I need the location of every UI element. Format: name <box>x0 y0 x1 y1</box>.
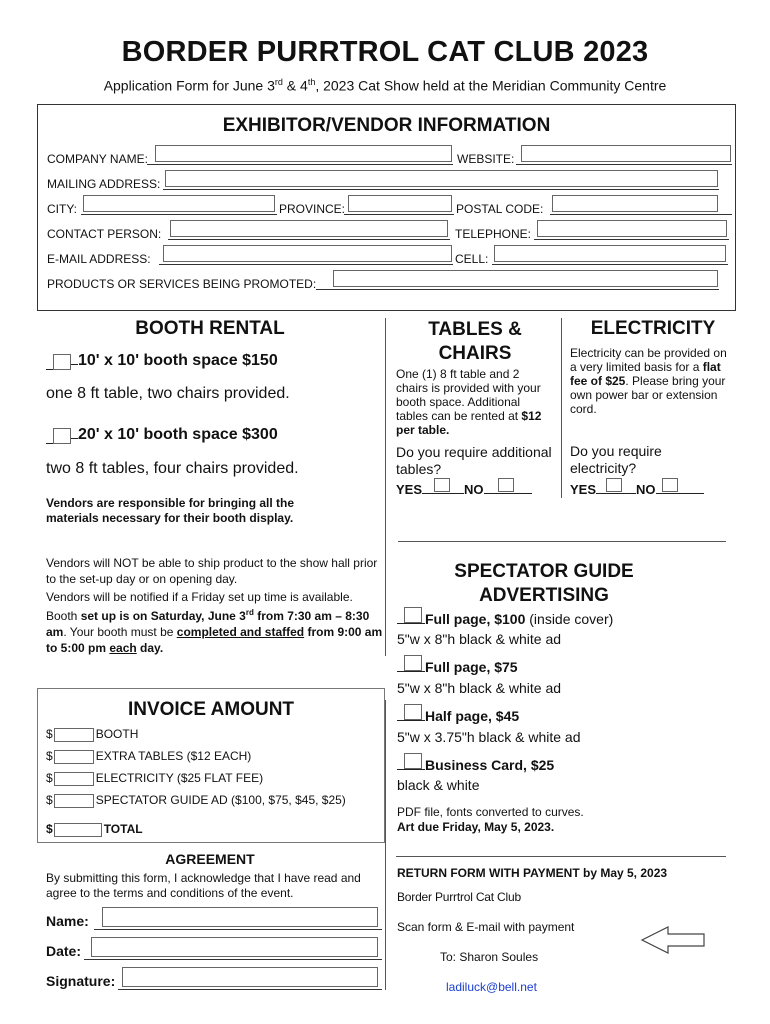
return-email-link[interactable]: ladiluck@bell.net <box>446 980 537 994</box>
invoice-row-label: ELECTRICITY ($25 FLAT FEE) <box>95 771 264 785</box>
cell-label: CELL: <box>455 252 489 266</box>
booth-setup-note <box>46 589 386 656</box>
heading-line: SPECTATOR GUIDE <box>454 561 634 582</box>
ad-option-business-card[interactable] <box>397 755 554 773</box>
tables-description <box>396 367 554 437</box>
subtitle-part: , 2023 Cat Show held at the Meridian Community Centre <box>315 77 667 94</box>
no-label: NO <box>636 482 656 497</box>
dollar-sign: $ <box>46 771 53 785</box>
products-services-field[interactable] <box>333 270 718 287</box>
setup-text: Vendors will be notified if a Friday set up time is available. Booth <box>46 590 353 623</box>
contact-person-label: CONTACT PERSON: <box>47 227 162 241</box>
website-field[interactable] <box>521 145 731 162</box>
ad-full-100-checkbox[interactable] <box>404 607 422 623</box>
booth-10x10-desc: one 8 ft table, two chairs provided. <box>46 385 290 402</box>
elec-desc-text: flat fee of $25 <box>570 360 721 388</box>
exhibitor-vendor-section <box>37 104 736 311</box>
signature-field[interactable] <box>122 967 378 987</box>
elec-desc-text: . Please bring your own power bar or extension cord. <box>570 374 726 416</box>
ad-full-75-checkbox[interactable] <box>404 655 422 671</box>
ad-title: Half page, $45 <box>425 708 520 724</box>
setup-text: from 9:00 am to 5:00 pm <box>46 625 383 655</box>
website-label: WEBSITE: <box>457 152 515 166</box>
tables-yes-no <box>396 482 532 497</box>
heading-line: TABLES & <box>428 319 522 340</box>
ad-title: Full page, $100 <box>425 611 526 627</box>
date-label: Date: <box>46 943 82 959</box>
booth-10x10-checkbox[interactable] <box>53 354 71 370</box>
province-field[interactable] <box>348 195 452 212</box>
city-label: CITY: <box>47 202 78 216</box>
dollar-sign: $ <box>46 822 53 836</box>
invoice-row-label: SPECTATOR GUIDE AD ($100, $75, $45, $25) <box>95 793 346 807</box>
booth-option-10x10[interactable] <box>46 352 278 370</box>
tables-yes-checkbox[interactable] <box>434 478 450 492</box>
scan-instructions: Scan form & E-mail with payment <box>397 920 575 934</box>
underline <box>344 214 454 215</box>
subtitle-part: & 4 <box>282 77 308 94</box>
cell-field[interactable] <box>494 245 726 262</box>
postal-code-field[interactable] <box>552 195 718 212</box>
no-label: NO <box>464 482 484 497</box>
city-field[interactable] <box>83 195 275 212</box>
company-name-field[interactable] <box>155 145 452 162</box>
page-title: BORDER PURRTROL CAT CLUB 2023 <box>121 36 649 68</box>
pdf-note: PDF file, fonts converted to curves. <box>397 805 584 819</box>
subtitle-sup: rd <box>274 77 283 87</box>
yes-label: YES <box>570 482 597 497</box>
tables-question: Do you require additional tables? <box>396 444 552 477</box>
booth-rental-heading: BOOTH RENTAL <box>135 318 285 339</box>
contact-person-field[interactable] <box>170 220 448 237</box>
signature-label: Signature: <box>46 973 116 989</box>
email-address-label: E-MAIL ADDRESS: <box>47 252 151 266</box>
ad-desc: 5"w x 3.75"h black & white ad <box>397 729 581 745</box>
tables-desc-text: One (1) 8 ft table and 2 chairs is provided with your booth space. Additional tables can be rented at <box>396 367 541 423</box>
elec-desc-text: Electricity can be provided on a very limited basis for a <box>570 346 727 374</box>
booth-ship-note: Vendors will NOT be able to ship product to the show hall prior to the set-up day or on opening day. <box>46 556 378 586</box>
ad-option-full-100[interactable] <box>397 609 613 627</box>
postal-code-label: POSTAL CODE: <box>456 202 544 216</box>
ad-title: Full page, $75 <box>425 659 518 675</box>
section-divider <box>396 856 726 857</box>
invoice-row-booth <box>46 727 138 742</box>
company-name-label: COMPANY NAME: <box>47 152 148 166</box>
column-divider <box>385 700 386 990</box>
underline <box>550 214 732 215</box>
ad-desc: 5"w x 8"h black & white ad <box>397 680 562 696</box>
underline <box>163 189 719 190</box>
arrow-left-icon <box>640 924 706 956</box>
ad-half-45-checkbox[interactable] <box>404 704 422 720</box>
invoice-total-label: TOTAL <box>103 822 143 836</box>
setup-text: from 7:30 am – 8:30 am <box>46 609 370 639</box>
booth-option-20x10[interactable] <box>46 426 278 444</box>
ad-desc: 5"w x 8"h black & white ad <box>397 631 562 647</box>
heading-line: CHAIRS <box>438 343 512 364</box>
booth-20x10-checkbox[interactable] <box>53 428 71 444</box>
electricity-description <box>570 346 730 416</box>
invoice-row-label: EXTRA TABLES ($12 EACH) <box>95 749 252 763</box>
setup-text: each <box>109 641 137 655</box>
setup-text: . Your booth must be <box>63 625 177 639</box>
agreement-text: By submitting this form, I acknowledge that I have read and agree to the terms and conditions of the event. <box>46 871 361 900</box>
booth-10x10-title: 10' x 10' booth space $150 <box>78 352 278 369</box>
invoice-row-total <box>46 822 143 837</box>
agreement-heading: AGREEMENT <box>165 851 255 867</box>
dollar-sign: $ <box>46 727 53 741</box>
electricity-yes-no <box>570 482 704 497</box>
underline <box>147 164 453 165</box>
name-label: Name: <box>46 913 89 929</box>
invoice-total-amount[interactable] <box>54 823 102 837</box>
underline <box>159 264 453 265</box>
invoice-row-ad <box>46 793 346 808</box>
ad-title: Business Card, $25 <box>425 757 555 773</box>
spectator-guide-heading <box>400 560 688 608</box>
underline <box>84 959 382 960</box>
invoice-electricity-amount[interactable] <box>54 772 94 786</box>
art-due-note: Art due Friday, May 5, 2023. <box>397 820 555 834</box>
booth-materials-note: Vendors are responsible for bringing all the materials necessary for their booth display. <box>46 496 295 525</box>
ad-desc: black & white <box>397 777 480 793</box>
underline <box>534 239 729 240</box>
underline <box>516 164 732 165</box>
setup-text: completed and staffed <box>176 625 305 639</box>
underline <box>118 989 382 990</box>
invoice-section <box>37 688 385 843</box>
invoice-ad-amount[interactable] <box>54 794 94 808</box>
ad-extra: (inside cover) <box>525 611 614 627</box>
ad-option-half-45[interactable] <box>397 706 519 724</box>
email-address-field[interactable] <box>163 245 452 262</box>
invoice-row-electricity <box>46 771 263 786</box>
invoice-row-tables <box>46 749 251 764</box>
telephone-field[interactable] <box>537 220 727 237</box>
setup-sup: rd <box>245 608 254 617</box>
electricity-heading: ELECTRICITY <box>590 318 716 339</box>
telephone-label: TELEPHONE: <box>455 227 532 241</box>
invoice-row-label: BOOTH <box>95 727 139 741</box>
club-name: Border Purrtrol Cat Club <box>397 890 521 904</box>
booth-20x10-title: 20' x 10' booth space $300 <box>78 426 278 443</box>
column-divider <box>561 318 562 498</box>
underline <box>94 929 382 930</box>
underline <box>168 239 450 240</box>
electricity-question: Do you require electricity? <box>570 443 662 476</box>
section-divider <box>398 541 726 542</box>
electricity-yes-checkbox[interactable] <box>606 478 622 492</box>
tables-chairs-heading <box>395 318 555 366</box>
return-form-heading: RETURN FORM WITH PAYMENT by May 5, 2023 <box>397 866 668 880</box>
tables-desc-text: $12 per table. <box>396 409 542 437</box>
products-services-label: PRODUCTS OR SERVICES BEING PROMOTED: <box>47 277 317 291</box>
province-label: PROVINCE: <box>279 202 346 216</box>
dollar-sign: $ <box>46 749 53 763</box>
name-field[interactable] <box>102 907 378 927</box>
page-subtitle <box>0 77 770 94</box>
underline <box>492 264 728 265</box>
booth-20x10-desc: two 8 ft tables, four chairs provided. <box>46 460 299 477</box>
setup-text: day. <box>136 641 164 655</box>
setup-text: set up is on Saturday, June 3 <box>80 609 246 623</box>
invoice-heading: INVOICE AMOUNT <box>127 699 295 720</box>
yes-label: YES <box>396 482 423 497</box>
invoice-booth-amount[interactable] <box>54 728 94 742</box>
ad-option-full-75[interactable] <box>397 657 518 675</box>
date-field[interactable] <box>91 937 378 957</box>
heading-line: ADVERTISING <box>479 585 609 606</box>
recipient: To: Sharon Soules <box>440 950 539 964</box>
underline <box>81 214 277 215</box>
dollar-sign: $ <box>46 793 53 807</box>
mailing-address-field[interactable] <box>165 170 718 187</box>
electricity-no-checkbox[interactable] <box>662 478 678 492</box>
vendor-heading: EXHIBITOR/VENDOR INFORMATION <box>222 115 551 136</box>
subtitle-part: Application Form for June 3 <box>103 77 275 94</box>
invoice-tables-amount[interactable] <box>54 750 94 764</box>
tables-no-checkbox[interactable] <box>498 478 514 492</box>
mailing-address-label: MAILING ADDRESS: <box>47 177 161 191</box>
underline <box>316 289 719 290</box>
ad-business-card-checkbox[interactable] <box>404 753 422 769</box>
subtitle-sup: th <box>307 77 316 87</box>
